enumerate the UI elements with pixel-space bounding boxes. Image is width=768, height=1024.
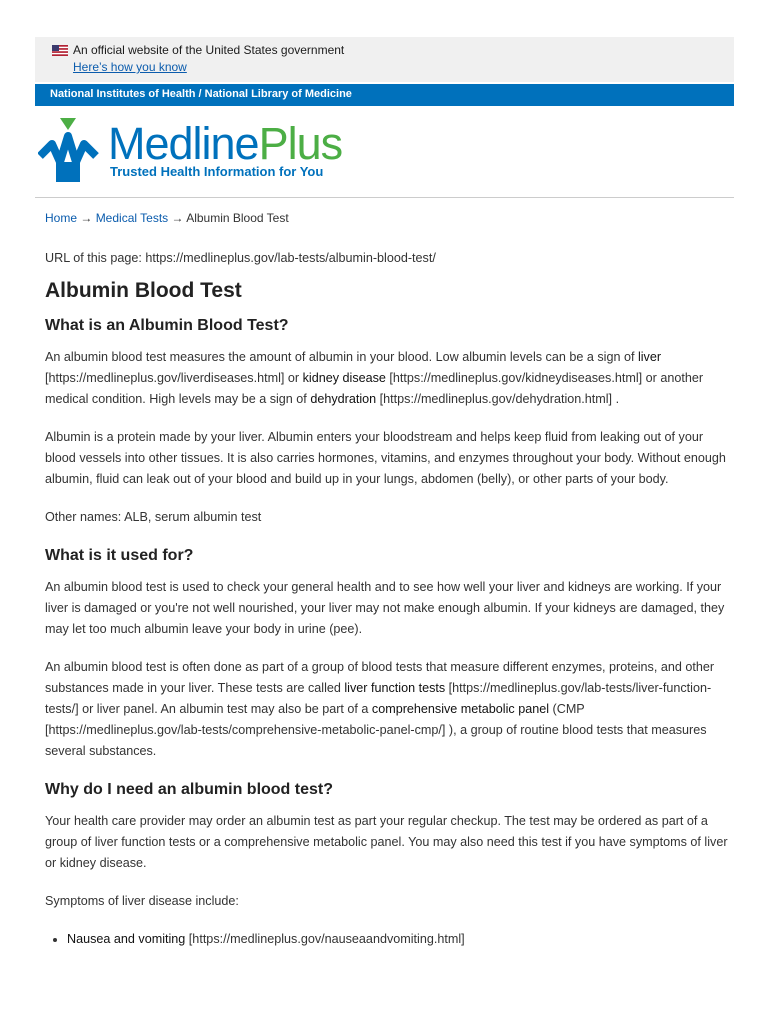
list-item (67, 929, 735, 950)
dehydration-link[interactable]: dehydration (310, 392, 377, 406)
kidney-disease-link[interactable]: kidney disease (302, 371, 386, 385)
paragraph: An albumin blood test is used to check your general health and to see how well your liver and kidneys are working. If your liver is damaged or you're not well nourished, your liver may not make enough albumin. If your kidneys are damaged, they may let too much albumin leave your body in urine (pee). (45, 580, 725, 636)
text-span: or (287, 371, 303, 385)
text-span: or liver panel. An albumin test may also be part of a (82, 702, 372, 716)
text-span: An albumin blood test measures the amount of albumin in your blood. Low albumin levels can be a sign of (45, 350, 638, 364)
liver-function-tests-link[interactable]: liver function tests (344, 681, 446, 695)
section-heading-why-need: Why do I need an albumin blood test? (45, 781, 333, 798)
paragraph: Symptoms of liver disease include: (45, 894, 239, 908)
official-site-text: An official website of the United States government (73, 43, 345, 57)
logo-word-medline: Medline (108, 118, 259, 169)
other-names-text: Other names: ALB, serum albumin test (45, 510, 262, 524)
url-text: (CMP [https://medlineplus.gov/lab-tests/comprehensive-metabolic-panel-cmp/] (45, 702, 585, 737)
logo-word-plus: Plus (258, 118, 343, 169)
breadcrumb-medical-tests[interactable]: Medical Tests (95, 211, 169, 225)
symptoms-list (45, 929, 735, 950)
url-text: [https://medlineplus.gov/nauseaandvomiting.html] (185, 932, 465, 946)
url-text: [https://medlineplus.gov/dehydration.html] (376, 392, 616, 406)
breadcrumb-separator: → (77, 211, 96, 225)
breadcrumb (45, 211, 289, 225)
nih-bar[interactable]: National Institutes of Health / National Library of Medicine (35, 84, 734, 106)
liver-link[interactable]: liver (637, 350, 662, 364)
nausea-vomiting-link[interactable]: Nausea and vomiting (67, 932, 186, 946)
breadcrumb-home[interactable]: Home (45, 211, 78, 225)
header-divider (35, 197, 734, 198)
medlineplus-logo[interactable] (38, 116, 348, 188)
us-flag-icon (52, 45, 68, 56)
gov-banner (35, 37, 734, 82)
paragraph: Your health care provider may order an albumin test as part your regular checkup. The test may be ordered as part of a group of liver function tests or a comprehensive metabolic panel. You may also need this test if you have symptoms of liver or kidney disease. (45, 814, 728, 870)
section-heading-what-is: What is an Albumin Blood Test? (45, 317, 289, 334)
url-text: [https://medlineplus.gov/liverdiseases.html] (45, 371, 288, 385)
how-you-know-link[interactable]: Here’s how you know (73, 60, 187, 74)
paragraph: Albumin is a protein made by your liver. Albumin enters your bloodstream and helps keep fluid from leaking out of your blood vessels into other tissues. It is also carries hormones, vitamins, and enzymes throughout your body. Without enough albumin, fluid can leak out of your blood and build up in your lungs, abdomen (belly), or other parts of your body. (45, 430, 726, 486)
main-content (45, 248, 735, 950)
medlineplus-logo-icon (38, 118, 102, 184)
text-span: ), a group of routine blood tests that measures several substances. (45, 723, 707, 758)
section-heading-used-for: What is it used for? (45, 547, 194, 564)
paragraph (45, 347, 735, 410)
text-span: An albumin blood test is often done as part of a group of blood tests that measure different enzymes, proteins, and other substances made in your liver. These tests are called (45, 660, 715, 695)
breadcrumb-current: Albumin Blood Test (186, 211, 289, 225)
logo-wordmark (108, 118, 342, 170)
breadcrumb-separator: → (168, 211, 187, 225)
page-title: Albumin Blood Test (45, 279, 242, 302)
paragraph (45, 657, 735, 762)
logo-tagline: Trusted Health Information for You (110, 164, 324, 179)
cmp-link[interactable]: comprehensive metabolic panel (371, 702, 550, 716)
text-span: . (615, 392, 620, 406)
page-url-text: URL of this page: https://medlineplus.gov/lab-tests/albumin-blood-test/ (45, 251, 436, 265)
url-text: [https://medlineplus.gov/kidneydiseases.html] (385, 371, 646, 385)
url-text: [https://medlineplus.gov/lab-tests/liver-function-tests/] (45, 681, 712, 716)
text-span: or another medical condition. High levels may be a sign of (45, 371, 704, 406)
